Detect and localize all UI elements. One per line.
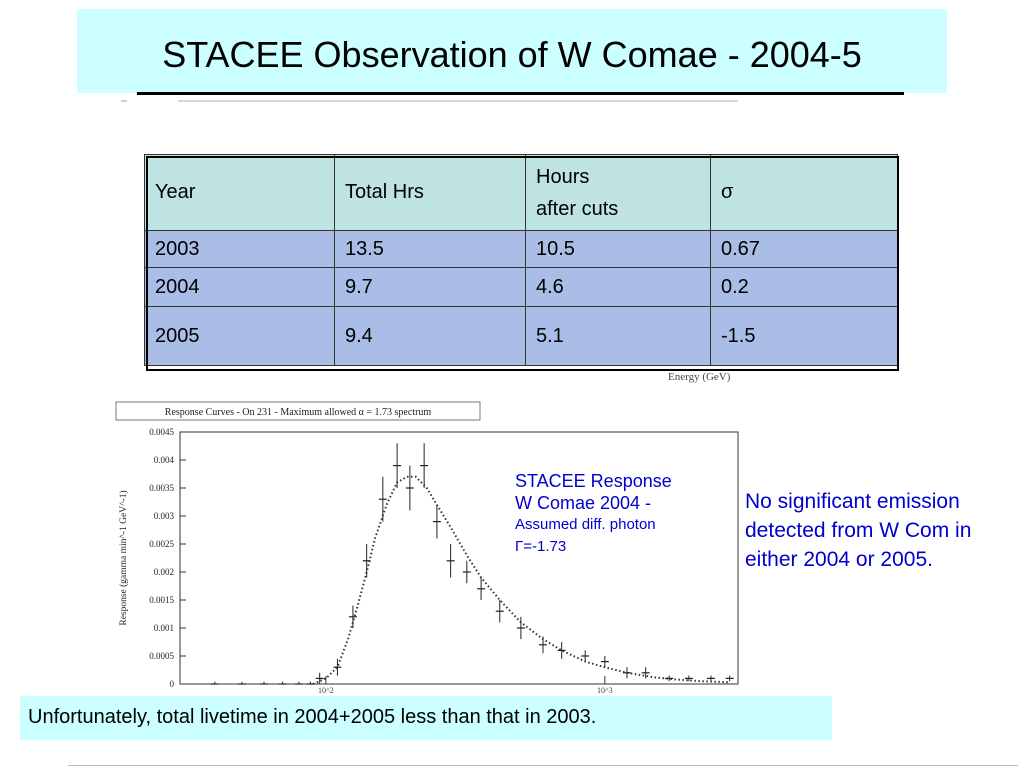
cell-total-hrs: 9.4 [335,307,526,366]
x-tick-label: 10^3 [597,686,613,694]
header-total-hrs: Total Hrs [335,155,526,231]
plot-title: Response Curves - On 231 - Maximum allowed α = 1.73 spectrum [164,407,432,418]
header-year: Year [145,155,335,231]
no-emission-note: No significant emission detected from W Com in either 2004 or 2005. [745,490,972,571]
slide-title: STACEE Observation of W Comae - 2004-5 [162,34,862,75]
y-tick-label: 0.001 [153,623,174,633]
header-hours-after-cuts [526,155,711,231]
ghost-plot-frame-edge [178,100,738,102]
cell-sigma: -1.5 [711,307,898,366]
cell-year: 2004 [145,268,335,307]
cell-total-hrs: 9.7 [335,268,526,307]
y-axis-label: Response (gamma min^-1 GeV^-1) [119,490,129,626]
table-header-row [145,155,898,231]
y-tick-label: 0.0015 [149,595,174,605]
cell-sigma: 0.2 [711,268,898,307]
y-tick-label: 0.002 [153,567,174,577]
x-tick-label: 10^2 [318,686,334,694]
cell-year: 2005 [145,307,335,366]
title-underline [137,92,904,95]
y-tick-label: 0.0025 [149,539,174,549]
y-tick-label: 0.004 [153,455,174,465]
y-tick-label: 0.0045 [149,427,174,437]
y-tick-label: 0.0035 [149,483,174,493]
response-annotation [515,470,720,558]
header-hours-line1: Hours [536,165,590,188]
header-hours-line2: after cuts [536,197,619,220]
energy-axis-label: Energy (GeV) [668,371,731,383]
observation-table [144,154,898,366]
response-line-3: Assumed diff. photon [515,516,656,533]
plot-layer [149,427,738,694]
response-line-4: Γ=-1.73 [515,538,567,555]
ghost-plot-artifact [121,100,127,102]
cell-total-hrs: 13.5 [335,231,526,268]
footer-box [20,696,832,740]
response-line-2: W Comae 2004 - [515,493,652,513]
y-tick-label: 0.003 [153,511,174,521]
table-row [145,268,898,307]
cell-hours-after-cuts: 5.1 [526,307,711,366]
footer-rule [68,765,1018,766]
table-row [145,231,898,268]
cell-hours-after-cuts: 10.5 [526,231,711,268]
header-sigma: σ [711,155,898,231]
title-box [77,9,947,93]
cell-year: 2003 [145,231,335,268]
cell-sigma: 0.67 [711,231,898,268]
cell-hours-after-cuts: 4.6 [526,268,711,307]
footer-text: Unfortunately, total livetime in 2004+2005 less than that in 2003. [28,706,597,728]
y-tick-label: 0.0005 [149,651,174,661]
response-line-1: STACEE Response [515,471,672,491]
table-row [145,307,898,366]
y-tick-label: 0 [169,679,174,689]
